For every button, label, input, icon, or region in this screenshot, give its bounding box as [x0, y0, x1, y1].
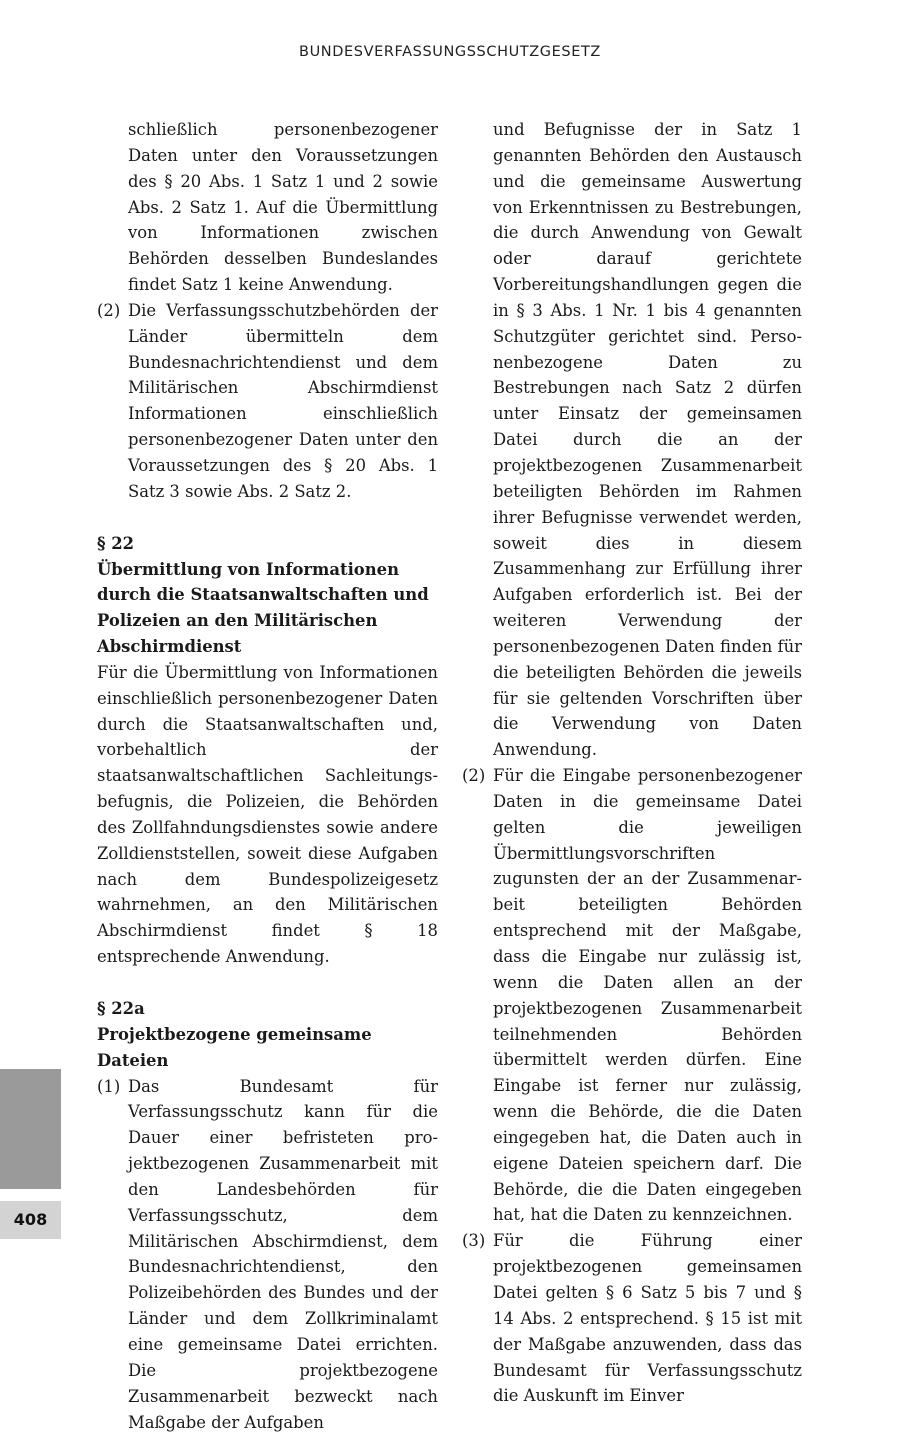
- page-number: 408: [0, 1201, 61, 1239]
- right-column: [462, 117, 802, 1409]
- section-title-22a: Projektbezogene gemeinsame Dateien: [97, 1024, 372, 1070]
- section-title-22: Übermittlung von Informationen durch die Staatsanwaltschaften und Polizeien an den Militärischen Abschirmdienst: [97, 559, 429, 657]
- running-header: BUNDESVERFASSUNGSSCHUTZGESETZ: [299, 44, 601, 60]
- section-22-text: Für die Übermittlung von Informationen einschließlich personenbezogener Daten durch die Staatsanwaltschaften und, vorbehaltlich der staatsanwaltschaftlichen Sachleitungsbefugnis, die Polizeien, die Behörden des Zollfahndungsdienstes sowie andere Zolldienststellen, soweit diese Aufgaben nach dem Bundespolizeigesetz wahrnehmen, an den Militärischen Abschirmdienst findet § 18 entsprechende Anwendung.: [97, 662, 438, 967]
- thumb-index-tab: [0, 1069, 61, 1189]
- paragraph-text: Für die Eingabe personenbezogener Daten in die gemeinsame Datei gelten die jeweiligen Übermittlungsvorschriften zugunsten der an der Zusammenarbeit beteiligten Behörden entsprechend mit der Maßgabe, dass die Eingabe nur zulässig ist, wenn die Daten allen an der projektbezogenen Zusammenarbeit teilnehmenden Behörden übermittelt werden dürfen. Eine Eingabe ist ferner nur zulässig, wenn die Behörde, die die Daten eingegeben hat, die Daten auch in eigene Dateien speichern darf. Die Behörde, die die Daten eingegeben hat, hat die Daten zu kennzeichnen.: [493, 766, 802, 1225]
- paragraph-2: [462, 763, 802, 1228]
- paragraph-3: [462, 1228, 802, 1409]
- paragraph-number: (3): [462, 1231, 486, 1251]
- left-column: [97, 117, 438, 1435]
- paragraph-2: [97, 298, 438, 505]
- paragraph-text: Die Verfassungsschutzbehörden der Länder übermitteln dem Bundesnachrichtendienst und dem Militärischen Abschirmdienst Informationen einschließlich personenbezogener Daten unter den Voraussetzungen des § 20 Abs. 1 Satz 3 sowie Abs. 2 Satz 2.: [128, 300, 438, 501]
- paragraph-continuation: schließlich personenbezogener Daten unter den Voraussetzungen des § 20 Abs. 1 Satz 1 und 2 sowie Abs. 2 Satz 1. Auf die Übermittlung von Informationen zwischen Behörden desselben Bundeslandes findet Satz 1 keine Anwendung.: [128, 120, 438, 295]
- section-number-22: § 22: [97, 533, 135, 553]
- section-22a-paragraph-1: [97, 1074, 438, 1435]
- paragraph-number: (1): [97, 1076, 121, 1096]
- paragraph-text: Das Bundesamt für Verfassungsschutz kann für die Dauer einer befristeten projektbezogenen Zusammenarbeit mit den Landesbehörden für Verfassungsschutz, dem Militärischen Abschirmdienst, dem Bundesnachrichtendienst, den Polizeibehörden des Bundes und der Länder und dem Zollkriminalamt eine gemeinsame Datei errichten. Die projektbezogene Zusammenarbeit bezweckt nach Maßgabe der Aufgaben: [128, 1076, 438, 1432]
- section-number-22a: § 22a: [97, 999, 145, 1018]
- paragraph-number: (2): [97, 300, 121, 320]
- paragraph-number: (2): [462, 766, 486, 786]
- paragraph-continuation: und Befugnisse der in Satz 1 genannten Behörden den Austausch und die gemeinsame Auswertung von Erkenntnissen zu Bestrebungen, die durch Anwendung von Gewalt oder darauf gerichtete Vorbereitungshandlungen gegen die in § 3 Abs. 1 Nr. 1 bis 4 genannten Schutzgüter gerichtet sind. Personenbezogene Daten zu Bestrebungen nach Satz 2 dürfen unter Einsatz der gemeinsamen Datei durch die an der projektbezogenen Zusammenarbeit beteiligten Behörden im Rahmen ihrer Befugnisse verwendet werden, soweit dies in diesem Zusammenhang zur Erfüllung ihrer Aufgaben erforderlich ist. Bei der weiteren Verwendung der personenbezogenen Daten finden für die beteiligten Behörden die jeweils für sie geltenden Vorschriften über die Verwendung von Daten Anwendung.: [493, 120, 802, 760]
- paragraph-text: Für die Führung einer projektbezogenen gemeinsamen Datei gelten § 6 Satz 5 bis 7 und § 14 Abs. 2 entsprechend. § 15 ist mit der Maßgabe anzuwenden, dass das Bundesamt für Verfassungsschutz die Auskunft im Einver: [493, 1231, 802, 1406]
